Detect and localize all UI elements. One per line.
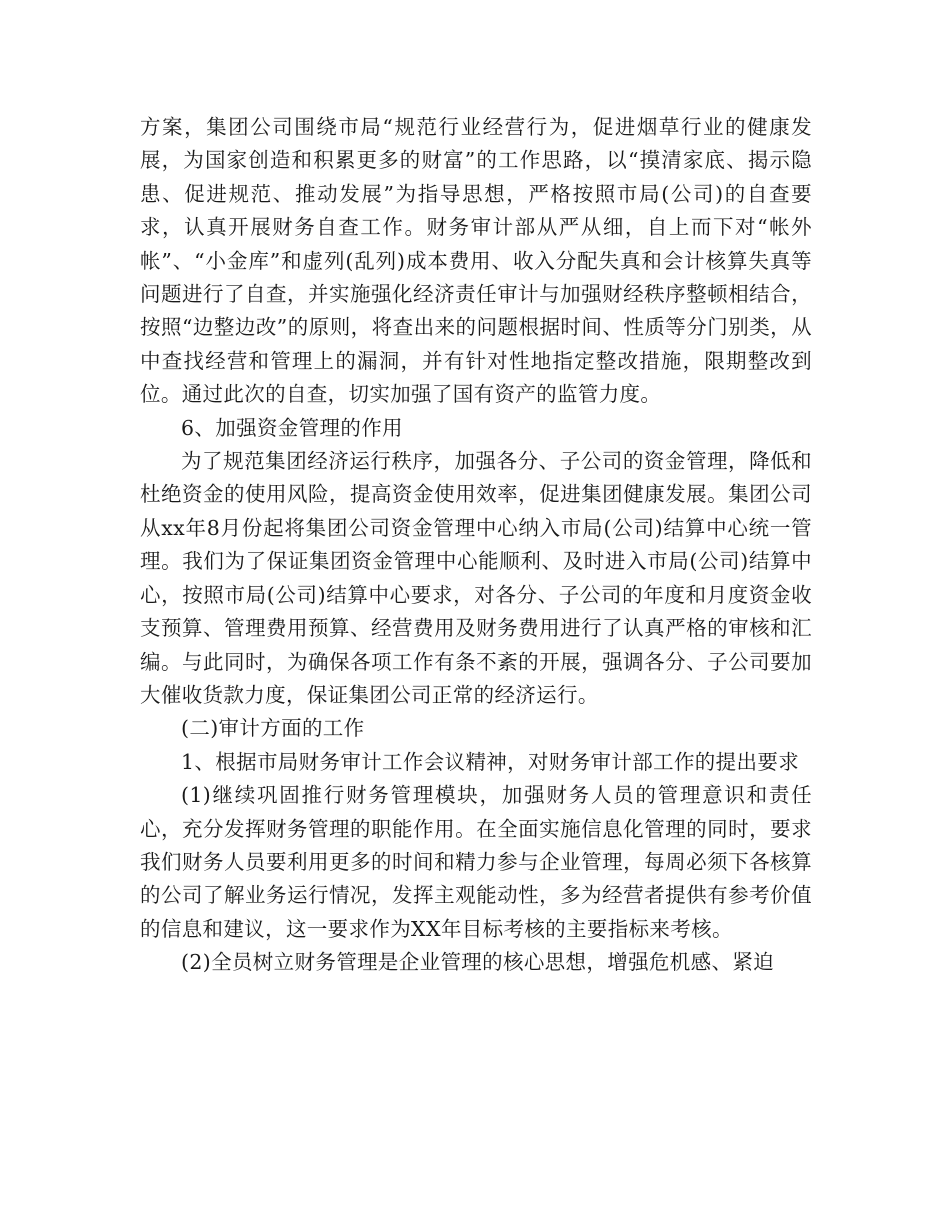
- document-body: [140, 111, 812, 980]
- paragraph-requirement-2: (2)全员树立财务管理是企业管理的核心思想，增强危机感、紧迫: [181, 950, 775, 975]
- section-heading-fund-management: 6、加强资金管理的作用: [181, 415, 403, 440]
- paragraph-self-inspection: 方案，集团公司围绕市局“规范行业经营行为，促进烟草行业的健康发展，为国家创造和积累更多的财富”的工作思路，以“摸清家底、揭示隐患、促进规范、推动发展”为指导思想，严格按照市局(公司)的自查要求，认真开展财务自查工作。财务审计部从严从细，自上而下对“帐外帐”、“小金库”和虚列(乱列)成本费用、收入分配失真和会计核算失真等问题进行了自查，并实施强化经济责任审计与加强财经秩序整顿相结合，按照“边整边改”的原则，将查出来的问题根据时间、性质等分门别类，从中查找经营和管理上的漏洞，并有针对性地指定整改措施，限期整改到位。通过此次的自查，切实加强了国有资产的监管力度。: [140, 115, 812, 407]
- paragraph-requirement-1: (1)继续巩固推行财务管理模块，加强财务人员的管理意识和责任心，充分发挥财务管理的职能作用。在全面实施信息化管理的同时，要求我们财务人员要利用更多的时间和精力参与企业管理，每周必须下各核算的公司了解业务运行情况，发挥主观能动性，多为经营者提供有参考价值的信息和建议，这一要求作为XX年目标考核的主要指标来考核。: [140, 783, 812, 941]
- paragraph-fund-management: 为了规范集团经济运行秩序，加强各分、子公司的资金管理，降低和杜绝资金的使用风险，提高资金使用效率，促进集团健康发展。集团公司从xx年8月份起将集团公司资金管理中心纳入市局(公司)结算中心统一管理。我们为了保证集团资金管理中心能顺利、及时进入市局(公司)结算中心，按照市局(公司)结算中心要求，对各分、子公司的年度和月度资金收支预算、管理费用预算、经营费用及财务费用进行了认真严格的审核和汇编。与此同时，为确保各项工作有条不紊的开展，强调各分、子公司要加大催收货款力度，保证集团公司正常的经济运行。: [140, 449, 812, 707]
- subheading-audit-requirements: 1、根据市局财务审计工作会议精神，对财务审计部工作的提出要求: [181, 749, 800, 774]
- section-heading-audit-work: (二)审计方面的工作: [181, 716, 365, 741]
